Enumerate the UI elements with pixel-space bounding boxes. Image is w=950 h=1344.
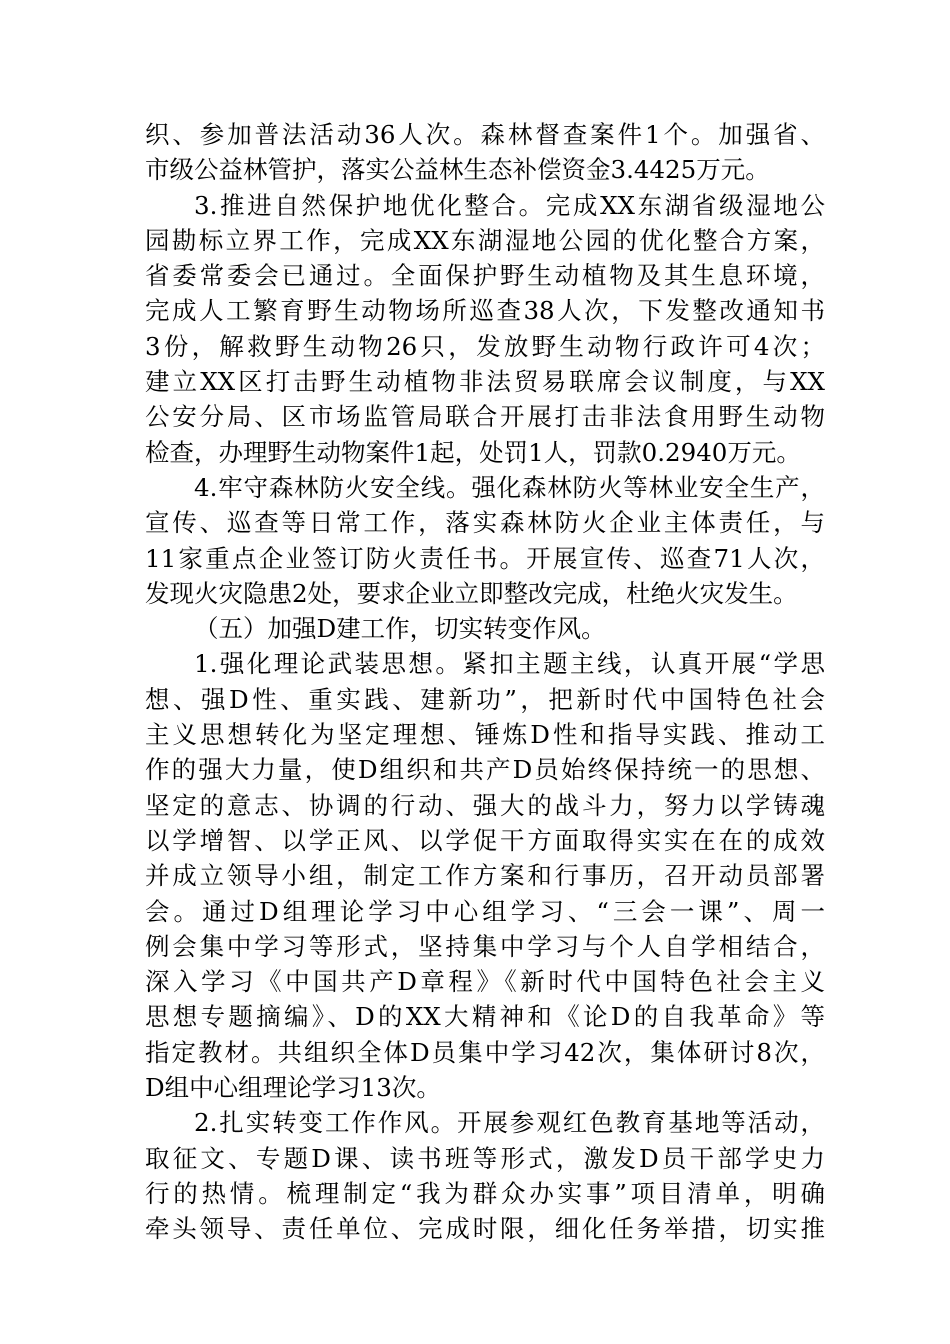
text-line: 深入学习《中国共产D章程》《新时代中国特色社会主义 — [145, 967, 825, 997]
text-line: 取征文、专题D课、读书班等形式，激发D员干部学史力 — [145, 1143, 825, 1173]
text-line: 宣传、巡查等日常工作，落实森林防火企业主体责任，与 — [145, 508, 825, 538]
text-line: 会。通过D组理论学习中心组学习、“三会一课”、周一 — [145, 896, 825, 926]
text-line: 检查，办理野生动物案件1起，处罚1人，罚款0.2940万元。 — [145, 437, 801, 467]
text-line: 11家重点企业签订防火责任书。开展宣传、巡查71人次， — [145, 543, 825, 573]
text-line: 发现火灾隐患2处，要求企业立即整改完成，杜绝火灾发生。 — [145, 578, 798, 608]
text-line: （五）加强D建工作，切实转变作风。 — [194, 614, 606, 644]
text-line: 公安分局、区市场监管局联合开展打击非法食用野生动物 — [145, 402, 825, 432]
text-line: 以学增智、以学正风、以学促干方面取得实实在在的成效 — [145, 825, 825, 855]
text-line: 主义思想转化为坚定理想、锤炼D性和指导实践、推动工 — [145, 720, 825, 750]
text-line: 坚定的意志、协调的行动、强大的战斗力，努力以学铸魂 — [145, 790, 825, 820]
text-line: 作的强大力量，使D组织和共产D员始终保持统一的思想、 — [145, 755, 825, 785]
text-line: 完成人工繁育野生动物场所巡查38人次，下发整改通知书 — [145, 296, 825, 326]
text-line: 行的热情。梳理制定“我为群众办实事”项目清单，明确 — [145, 1178, 825, 1208]
text-line: 2.扎实转变工作作风。开展参观红色教育基地等活动， — [194, 1108, 825, 1138]
text-line: 并成立领导小组，制定工作方案和行事历，召开动员部署 — [145, 861, 825, 891]
text-line: 市级公益林管护，落实公益林生态补偿资金3.4425万元。 — [145, 155, 770, 185]
text-line: 例会集中学习等形式，坚持集中学习与个人自学相结合， — [145, 931, 825, 961]
text-line: 指定教材。共组织全体D员集中学习42次，集体研讨8次， — [145, 1037, 825, 1067]
text-line: D组中心组理论学习13次。 — [145, 1073, 441, 1103]
text-line: 牵头领导、责任单位、完成时限，细化任务举措，切实推 — [145, 1214, 825, 1244]
text-line: 3.推进自然保护地优化整合。完成XX东湖省级湿地公 — [194, 190, 825, 220]
document-body — [145, 117, 825, 1247]
text-line: 4.牢守森林防火安全线。强化森林防火等林业安全生产， — [194, 472, 825, 502]
text-line: 织、参加普法活动36人次。森林督查案件1个。加强省、 — [145, 120, 825, 149]
text-line: 1.强化理论武装思想。紧扣主题主线，认真开展“学思 — [194, 649, 825, 679]
text-line: 园勘标立界工作，完成XX东湖湿地公园的优化整合方案， — [145, 225, 825, 255]
text-line: 3份，解救野生动物26只，发放野生动物行政许可4次； — [145, 331, 825, 361]
text-line: 建立XX区打击野生动植物非法贸易联席会议制度，与XX — [145, 367, 825, 397]
text-line: 省委常委会已通过。全面保护野生动植物及其生息环境， — [145, 261, 825, 291]
text-line: 想、强D性、重实践、建新功”，把新时代中国特色社会 — [145, 684, 825, 714]
text-line: 思想专题摘编》、D的XX大精神和《论D的自我革命》等 — [145, 1002, 825, 1032]
